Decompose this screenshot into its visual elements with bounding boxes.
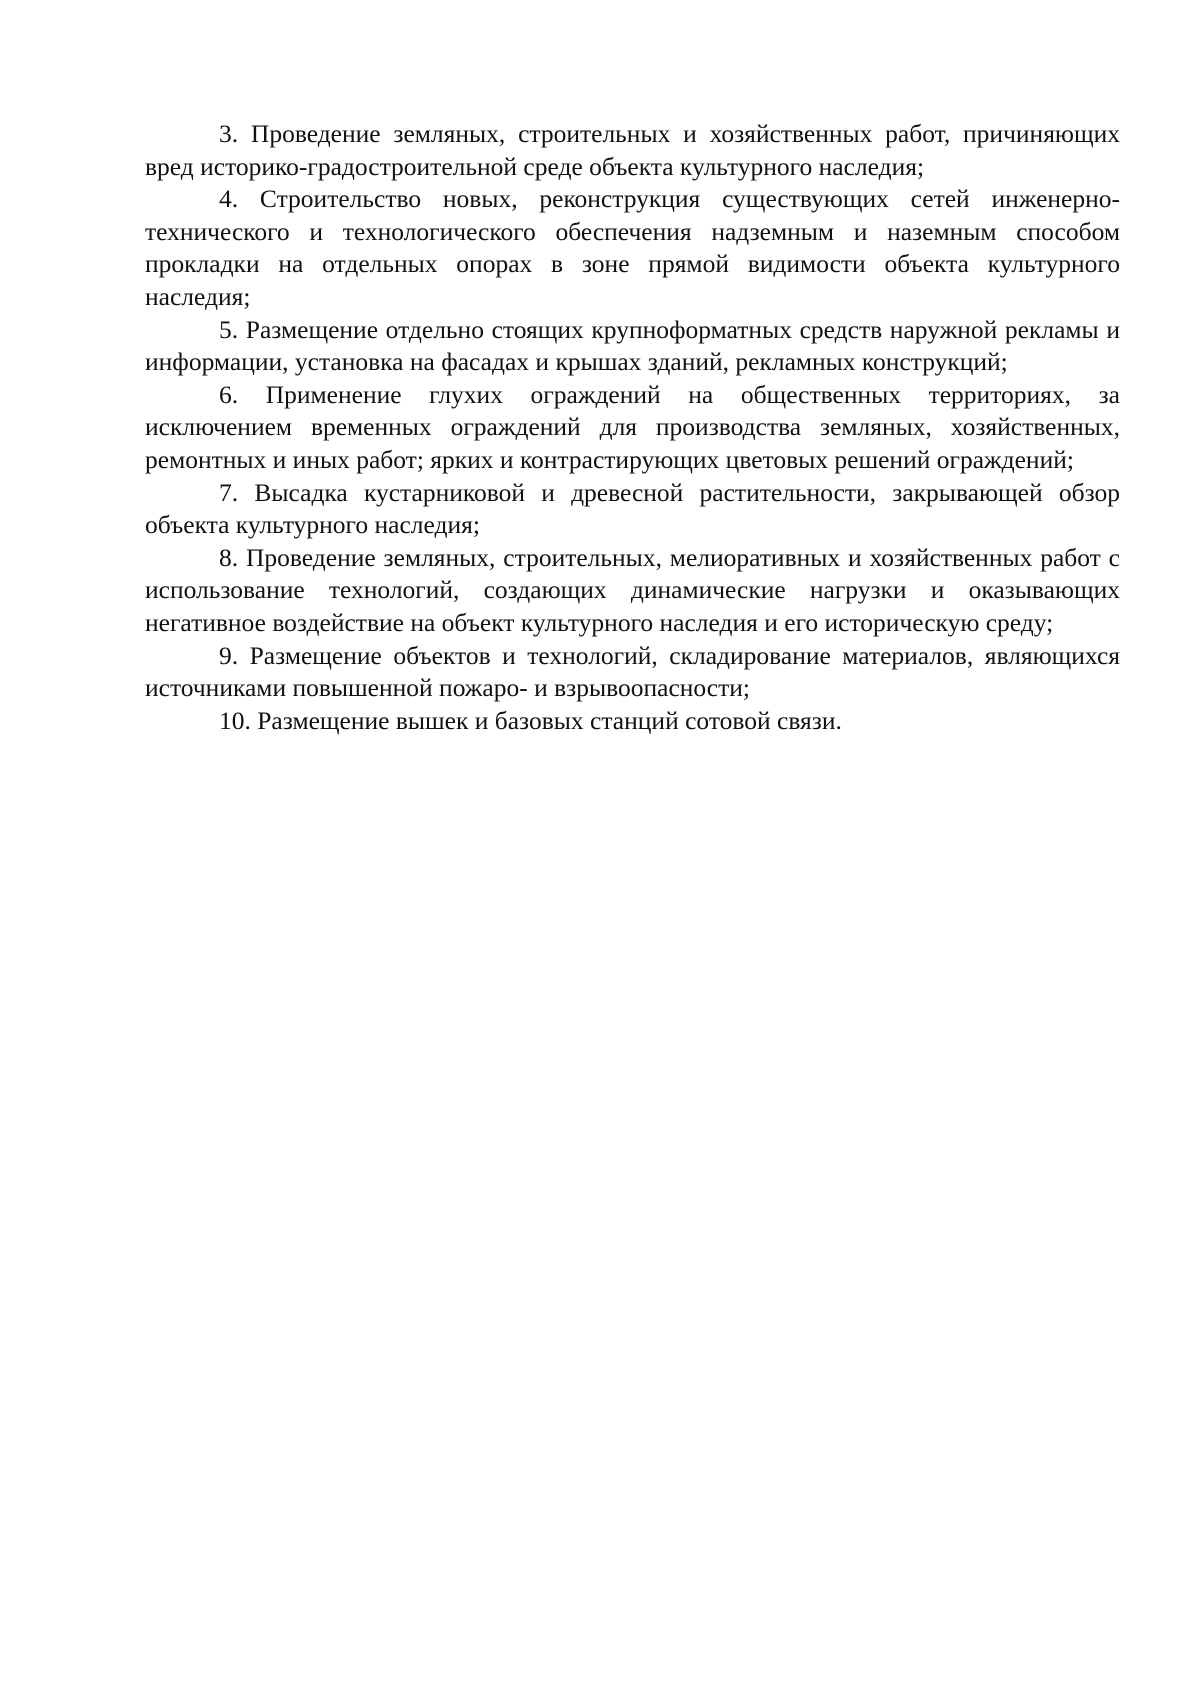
list-item: 3. Проведение земляных, строительных и хозяйственных работ, причиняющих вред историко-градостроительной среде объекта культурного наследия; (145, 119, 1120, 181)
document-body (145, 118, 1120, 737)
list-item: 6. Применение глухих ограждений на общественных территориях, за исключением временных ограждений для производства земляных, хозяйственных, ремонтных и иных работ; ярких и контрастирующих цветовых решений ограждений; (145, 379, 1120, 474)
list-item: 7. Высадка кустарниковой и древесной растительности, закрывающей обзор объекта культурного наследия; (145, 477, 1120, 540)
list-item: 10. Размещение вышек и базовых станций сотовой связи. (219, 705, 842, 735)
list-item: 9. Размещение объектов и технологий, складирование материалов, являющихся источниками повышенной пожаро- и взрывоопасности; (145, 640, 1120, 703)
list-item: 5. Размещение отдельно стоящих крупноформатных средств наружной рекламы и информации, установка на фасадах и крышах зданий, рекламных конструкций; (145, 314, 1120, 377)
list-item: 4. Строительство новых, реконструкция существующих сетей инженерно-технического и технологического обеспечения надземным и наземным способом прокладки на отдельных опорах в зоне прямой видимости объекта культурного наследия; (145, 184, 1120, 311)
list-item: 8. Проведение земляных, строительных, мелиоративных и хозяйственных работ с использование технологий, создающих динамические нагрузки и оказывающих негативное воздействие на объект культурного наследия и его историческую среду; (145, 542, 1120, 637)
